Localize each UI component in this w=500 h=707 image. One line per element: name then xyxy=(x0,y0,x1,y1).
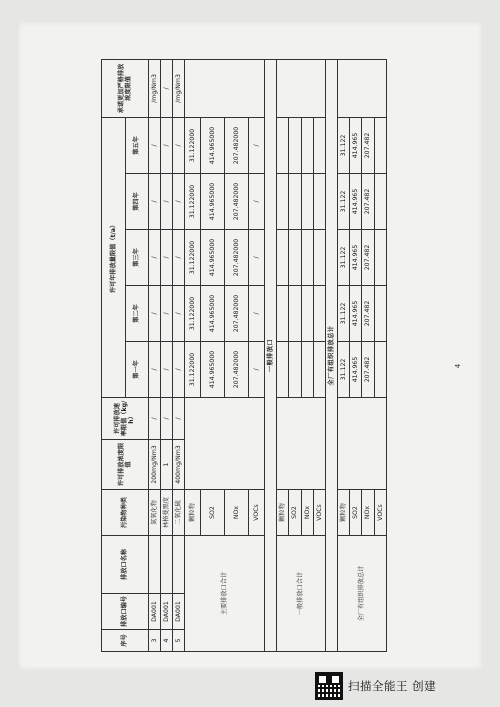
name-cell xyxy=(148,536,160,594)
name-cell xyxy=(160,536,172,594)
y3-cell: 31.122 xyxy=(338,230,350,286)
pollutant-cell: 林格曼黑度 xyxy=(160,490,172,536)
strict-cell: /mg/Nm3 xyxy=(148,59,160,117)
pollutant-cell: VOCs xyxy=(313,490,325,536)
conc-cell: 1 xyxy=(160,440,172,490)
y1-cell: 414.965 xyxy=(350,342,362,398)
y3-cell: / xyxy=(249,230,265,286)
y4-cell: / xyxy=(172,174,184,230)
page-number: 4 xyxy=(454,363,463,369)
pollutant-cell: 二氧化硫 xyxy=(172,490,184,536)
scanner-watermark: 扫描全能王 创建 xyxy=(348,679,437,693)
y4-cell xyxy=(277,174,289,230)
code-cell: DA001 xyxy=(160,594,172,630)
y4-cell: 207.482 xyxy=(362,174,374,230)
y5-cell: 207.482 xyxy=(362,117,374,173)
y5-cell: 31.122 xyxy=(338,117,350,173)
y1-cell: 31.122 xyxy=(338,342,350,398)
y4-cell: 31.122 xyxy=(338,174,350,230)
y4-cell: / xyxy=(160,174,172,230)
y4-cell: 207.482000 xyxy=(225,174,249,230)
pollutant-cell: 颗粒物 xyxy=(277,490,289,536)
y2-cell: 31.122 xyxy=(338,286,350,342)
table-row xyxy=(185,59,201,651)
header-pollutant: 污染物种类 xyxy=(102,490,149,536)
pollutant-cell: SO2 xyxy=(200,490,224,536)
header-year2: 第二年 xyxy=(126,286,148,342)
y1-cell: 414.965000 xyxy=(200,342,224,398)
general-total-label: 一般排放口合计 xyxy=(277,536,326,652)
table-row xyxy=(277,59,289,651)
y3-cell: / xyxy=(160,230,172,286)
y4-cell: / xyxy=(249,174,265,230)
document-page xyxy=(18,22,482,670)
y4-cell: 414.965 xyxy=(350,174,362,230)
qr-code-icon xyxy=(315,672,343,700)
header-rate-limit: 许可排放速率限值（kg/h） xyxy=(102,398,149,440)
rotated-table-wrapper xyxy=(101,60,387,652)
y5-cell xyxy=(277,117,289,173)
pollutant-cell: VOCs xyxy=(374,490,386,536)
y5-cell: 207.482000 xyxy=(225,117,249,173)
y3-cell: / xyxy=(148,230,160,286)
y3-cell: 207.482000 xyxy=(225,230,249,286)
code-cell: DA001 xyxy=(148,594,160,630)
pollutant-cell: 颗粒物 xyxy=(185,490,201,536)
seq-cell: 5 xyxy=(172,630,184,652)
y2-cell: / xyxy=(148,286,160,342)
y3-cell: 31.122000 xyxy=(185,230,201,286)
pollutant-cell: 颗粒物 xyxy=(338,490,350,536)
factory-total-label: 全厂有组织排放总计 xyxy=(338,536,387,652)
y2-cell: 414.965 xyxy=(350,286,362,342)
header-annual: 许可年排放量限值（t/a） xyxy=(102,117,126,397)
main-total-label: 主要排放口合计 xyxy=(185,536,265,652)
y2-cell: 31.122000 xyxy=(185,286,201,342)
y1-cell: / xyxy=(148,342,160,398)
code-cell: DA001 xyxy=(172,594,184,630)
pollutant-cell: SO2 xyxy=(289,490,301,536)
y1-cell: / xyxy=(172,342,184,398)
y4-cell: / xyxy=(148,174,160,230)
y2-cell xyxy=(277,286,289,342)
rate-cell: / xyxy=(148,398,160,440)
blank-cell xyxy=(338,59,387,117)
pollutant-cell: NOx xyxy=(362,490,374,536)
header-name: 排放口名称 xyxy=(102,536,149,594)
y5-cell: / xyxy=(160,117,172,173)
y2-cell: 414.965000 xyxy=(200,286,224,342)
y5-cell: / xyxy=(249,117,265,173)
y2-cell: 207.482000 xyxy=(225,286,249,342)
header-seq: 序号 xyxy=(102,630,149,652)
y3-cell xyxy=(277,230,289,286)
header-year1: 第一年 xyxy=(126,342,148,398)
blank-cell xyxy=(277,398,326,490)
seq-cell: 3 xyxy=(148,630,160,652)
y5-cell: / xyxy=(148,117,160,173)
table-row xyxy=(172,59,184,651)
name-cell xyxy=(172,536,184,594)
header-strict: 承诺更加严格排放浓度限值 xyxy=(102,59,149,117)
y5-cell: 414.965 xyxy=(350,117,362,173)
header-year4: 第四年 xyxy=(126,174,148,230)
y1-cell: / xyxy=(249,342,265,398)
conc-cell: 400mg/Nm3 xyxy=(172,440,184,490)
header-year3: 第三年 xyxy=(126,230,148,286)
seq-cell: 4 xyxy=(160,630,172,652)
table-row xyxy=(338,59,350,651)
emission-permit-table xyxy=(101,59,387,652)
table-row xyxy=(160,59,172,651)
header-conc-limit: 许可排放浓度限值 xyxy=(102,440,149,490)
y1-cell: 207.482000 xyxy=(225,342,249,398)
blank-cell xyxy=(338,398,387,490)
y5-cell: / xyxy=(172,117,184,173)
y1-cell: 207.482 xyxy=(362,342,374,398)
y3-cell: / xyxy=(172,230,184,286)
strict-cell: / xyxy=(160,59,172,117)
y1-cell xyxy=(277,342,289,398)
y2-cell: / xyxy=(160,286,172,342)
rate-cell: / xyxy=(160,398,172,440)
pollutant-cell: 氮氧化物 xyxy=(148,490,160,536)
pollutant-cell: VOCs xyxy=(249,490,265,536)
table-row xyxy=(148,59,160,651)
strict-cell: /mg/Nm3 xyxy=(172,59,184,117)
rate-cell: / xyxy=(172,398,184,440)
y5-cell: 414.965000 xyxy=(200,117,224,173)
header-year5: 第五年 xyxy=(126,117,148,173)
y2-cell: / xyxy=(249,286,265,342)
section-factory-header: 全厂有组织排放总计 xyxy=(325,59,337,651)
y3-cell: 207.482 xyxy=(362,230,374,286)
y1-cell: / xyxy=(160,342,172,398)
pollutant-cell: NOx xyxy=(301,490,313,536)
pollutant-cell: NOx xyxy=(225,490,249,536)
header-code: 排放口编号 xyxy=(102,594,149,630)
section-general-header: 一般排放口 xyxy=(264,59,276,651)
y2-cell: 207.482 xyxy=(362,286,374,342)
conc-cell: 200mg/Nm3 xyxy=(148,440,160,490)
blank-cell xyxy=(185,59,265,117)
blank-cell xyxy=(185,398,265,490)
blank-cell xyxy=(277,59,326,117)
y2-cell: / xyxy=(172,286,184,342)
y5-cell: 31.122000 xyxy=(185,117,201,173)
pollutant-cell: SO2 xyxy=(350,490,362,536)
y4-cell: 414.965000 xyxy=(200,174,224,230)
y3-cell: 414.965 xyxy=(350,230,362,286)
y4-cell: 31.122000 xyxy=(185,174,201,230)
y1-cell: 31.122000 xyxy=(185,342,201,398)
y3-cell: 414.965000 xyxy=(200,230,224,286)
